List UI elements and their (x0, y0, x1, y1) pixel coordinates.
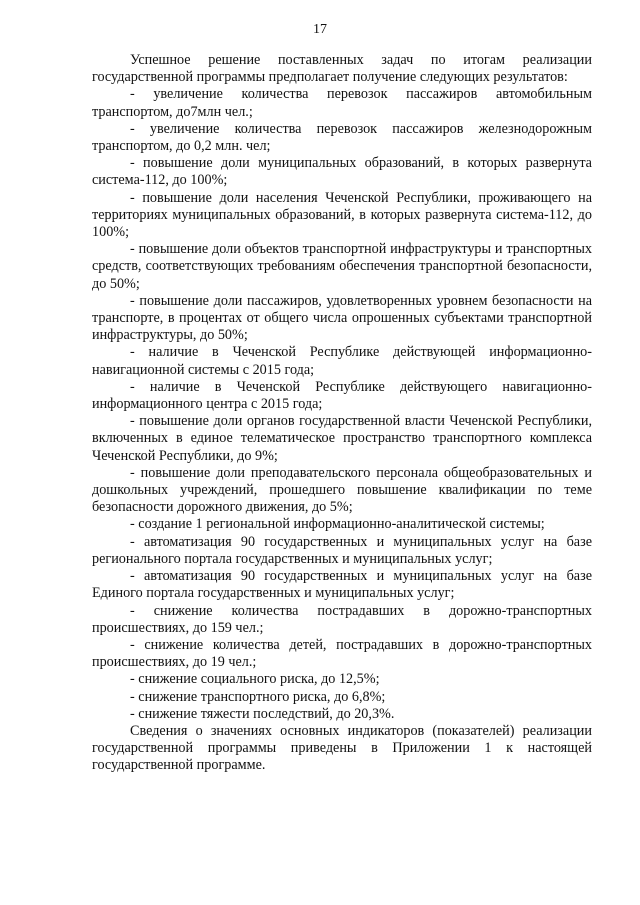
list-item: - наличие в Чеченской Республике действующего навигационно-информационного центра с 2015 года; (92, 378, 592, 413)
list-item: - повышение доли пассажиров, удовлетворенных уровнем безопасности на транспорте, в процентах от общего числа опрошенных субъектами транспортной инфраструктуры, до 50%; (92, 292, 592, 344)
page-number: 17 (313, 22, 327, 37)
list-item: - увеличение количества перевозок пассажиров железнодорожным транспортом, до 0,2 млн. чел; (92, 120, 592, 155)
list-item: - создание 1 региональной информационно-аналитической системы; (130, 516, 545, 533)
list-item: - снижение количества детей, пострадавших в дорожно-транспортных происшествиях, до 19 чел.; (92, 636, 592, 671)
list-item: - снижение тяжести последствий, до 20,3%. (130, 705, 395, 722)
closing-paragraph: Сведения о значениях основных индикаторов (показателей) реализации государственной программы приведены в Приложении 1 к настоящей государственной программе. (92, 722, 592, 774)
list-item: - увеличение количества перевозок пассажиров автомобильным транспортом, до7млн чел.; (92, 86, 592, 120)
list-item: - наличие в Чеченской Республике действующей информационно-навигационной системы с 2015 года; (92, 344, 592, 378)
intro-paragraph: Успешное решение поставленных задач по итогам реализации государственной программы предполагает получение следующих результатов: (92, 52, 592, 86)
list-item: - повышение доли объектов транспортной инфраструктуры и транспортных средств, соответствующих требованиям обеспечения транспортной безопасности, до 50%; (92, 241, 592, 292)
list-item: - повышение доли органов государственной власти Чеченской Республики, включенных в единое телематическое пространство транспортного комплекса Чеченской Республики, до 9%; (92, 413, 592, 464)
document-body (92, 52, 592, 775)
list-item: - повышение доли муниципальных образований, в которых развернута система-112, до 100%; (92, 155, 592, 189)
list-item: - снижение транспортного риска, до 6,8%; (130, 688, 386, 705)
list-item: - повышение доли преподавательского персонала общеобразовательных и дошкольных учреждений, прошедшего повышение квалификации по теме безопасности дорожного движения, до 5%; (92, 464, 592, 516)
list-item: - автоматизация 90 государственных и муниципальных услуг на базе регионального портала государственных и муниципальных услуг; (92, 533, 592, 567)
list-item: - снижение социального риска, до 12,5%; (130, 671, 380, 688)
list-item: - повышение доли населения Чеченской Республики, проживающего на территориях муниципальных образований, в которых развернута система-112, до 100%; (92, 189, 592, 241)
list-item: - снижение количества пострадавших в дорожно-транспортных происшествиях, до 159 чел.; (92, 602, 592, 636)
list-item: - автоматизация 90 государственных и муниципальных услуг на базе Единого портала государственных и муниципальных услуг; (92, 568, 592, 602)
